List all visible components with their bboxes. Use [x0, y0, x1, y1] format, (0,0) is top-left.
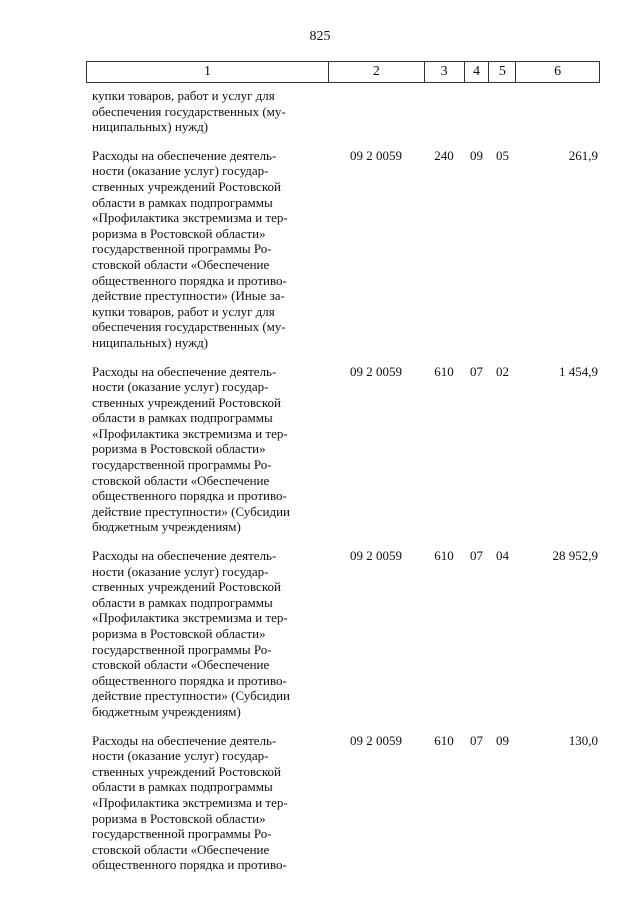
description-line: ниципальных) нужд): [92, 119, 209, 135]
row-target-code: 09 2 0059: [350, 363, 402, 379]
description-line: Расходы на обеспечение деятель-: [92, 363, 277, 379]
row-description: [86, 733, 328, 873]
row-amount: 1 454,9: [559, 363, 598, 379]
row-subsection: 09: [496, 732, 509, 748]
row-subsection: 02: [496, 363, 509, 379]
row-section: [464, 88, 489, 135]
description-line: области в рамках подпрограммы: [92, 410, 273, 426]
row-section: 07: [470, 732, 483, 748]
description-line: области в рамках подпрограммы: [92, 594, 273, 610]
description-line: действие преступности» (Субсидии: [92, 503, 291, 519]
description-line: государственной программы Ро-: [92, 241, 272, 257]
description-line: ности (оказание услуг) государ-: [92, 563, 269, 579]
description-line: действие преступности» (Субсидии: [92, 688, 291, 704]
table-row: [86, 548, 600, 720]
description-line: «Профилактика экстремизма и тер-: [92, 610, 288, 626]
description-line: стовской области «Обеспечение: [92, 256, 270, 272]
description-line: купки товаров, работ и услуг для: [92, 88, 275, 103]
description-line: области в рамках подпрограммы: [92, 194, 273, 210]
row-subsection: 04: [496, 548, 509, 564]
table-header: [86, 61, 600, 83]
table-row: [86, 88, 600, 135]
description-line: общественного порядка и противо-: [92, 272, 287, 288]
description-line: стовской области «Обеспечение: [92, 657, 270, 673]
description-line: Расходы на обеспечение деятель-: [92, 147, 277, 163]
row-expense-type: [424, 88, 464, 135]
row-target-code: 09 2 0059: [350, 548, 402, 564]
description-line: ственных учреждений Ростовской: [92, 763, 281, 779]
description-line: общественного порядка и противо-: [92, 488, 287, 504]
description-line: стовской области «Обеспечение: [92, 841, 270, 857]
description-line: государственной программы Ро-: [92, 457, 272, 473]
description-line: бюджетным учреждениям): [92, 703, 241, 719]
row-section: 09: [470, 147, 483, 163]
row-target-code: 09 2 0059: [350, 147, 402, 163]
row-amount: 130,0: [568, 732, 598, 748]
table-row: [86, 733, 600, 873]
description-line: «Профилактика экстремизма и тер-: [92, 210, 288, 226]
description-line: «Профилактика экстремизма и тер-: [92, 794, 288, 810]
description-line: общественного порядка и противо-: [92, 857, 287, 873]
description-line: Расходы на обеспечение деятель-: [92, 548, 277, 564]
description-line: роризма в Ростовской области»: [92, 225, 266, 241]
description-line: ственных учреждений Ростовской: [92, 178, 281, 194]
row-expense-type: 240: [434, 147, 454, 163]
row-subsection: 05: [496, 147, 509, 163]
description-line: «Профилактика экстремизма и тер-: [92, 425, 288, 441]
row-description: [86, 88, 328, 135]
header-col-5: 5: [488, 62, 515, 82]
row-amount: [516, 88, 600, 135]
row-target-code: 09 2 0059: [350, 732, 402, 748]
table-row: [86, 148, 600, 351]
description-line: государственной программы Ро-: [92, 826, 272, 842]
description-line: роризма в Ростовской области»: [92, 810, 266, 826]
row-expense-type: 610: [434, 363, 454, 379]
header-col-4: 4: [464, 62, 489, 82]
row-description: [86, 548, 328, 720]
row-amount: 261,9: [568, 147, 598, 163]
table-body: [86, 88, 600, 873]
header-col-6: 6: [515, 62, 599, 82]
description-line: ниципальных) нужд): [92, 334, 209, 350]
description-line: роризма в Ростовской области»: [92, 626, 266, 641]
row-section: 07: [470, 363, 483, 379]
header-col-1: 1: [204, 64, 212, 79]
description-line: обеспечения государственных (му-: [92, 103, 286, 119]
description-line: ности (оказание услуг) государ-: [92, 379, 269, 395]
row-expense-type: 610: [434, 732, 454, 748]
row-expense-type: 610: [434, 548, 454, 564]
description-line: купки товаров, работ и услуг для: [92, 303, 275, 319]
description-line: стовской области «Обеспечение: [92, 472, 270, 488]
table-row: [86, 364, 600, 536]
description-line: ственных учреждений Ростовской: [92, 394, 281, 410]
description-line: ности (оказание услуг) государ-: [92, 748, 269, 764]
description-line: Расходы на обеспечение деятель-: [92, 732, 277, 748]
description-line: общественного порядка и противо-: [92, 672, 287, 688]
row-target-code: [328, 88, 424, 135]
description-line: бюджетным учреждениям): [92, 519, 241, 535]
row-section: 07: [470, 548, 483, 564]
description-line: обеспечения государственных (му-: [92, 319, 286, 335]
description-line: действие преступности» (Иные за-: [92, 288, 285, 304]
row-subsection: [489, 88, 516, 135]
row-description: [86, 148, 328, 351]
description-line: государственной программы Ро-: [92, 641, 272, 657]
header-col-3: 3: [424, 62, 464, 82]
row-description: [86, 364, 328, 536]
description-line: роризма в Ростовской области»: [92, 441, 266, 457]
description-line: ности (оказание услуг) государ-: [92, 163, 269, 179]
page-number: 825: [309, 29, 331, 44]
description-line: ственных учреждений Ростовской: [92, 579, 281, 595]
header-col-2: 2: [328, 62, 424, 82]
row-amount: 28 952,9: [552, 548, 598, 564]
description-line: области в рамках подпрограммы: [92, 779, 273, 795]
